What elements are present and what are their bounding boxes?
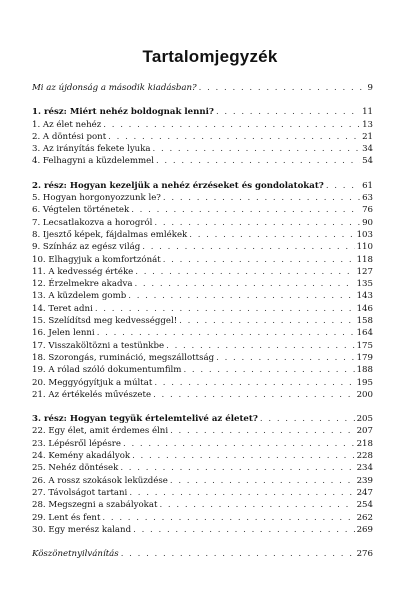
dot-leader (102, 512, 354, 524)
toc-entry (32, 290, 373, 302)
toc-entry-page: 179 (356, 352, 373, 363)
dot-leader (133, 524, 354, 536)
dot-leader (189, 229, 354, 241)
toc-entry-intro (32, 82, 373, 94)
toc-entry-page: 103 (356, 229, 373, 240)
toc-part-page: 11 (362, 107, 373, 118)
toc-entry-label: 22. Egy élet, amit érdemes élni (32, 426, 169, 437)
toc-entry-page: 54 (362, 156, 373, 167)
dot-leader (123, 438, 355, 450)
toc-entry-page: 90 (362, 217, 373, 228)
toc-entry (32, 364, 373, 376)
dot-leader (170, 425, 355, 437)
toc-part-label: 2. rész: Hogyan kezeljük a nehéz érzéseket és gondolatokat? (32, 180, 324, 191)
toc-entry-page: 135 (356, 279, 373, 290)
dot-leader (128, 290, 354, 302)
toc-part-heading (32, 106, 373, 118)
dot-leader (108, 131, 360, 143)
toc-part-page: 61 (362, 180, 373, 191)
toc-entry-label: 28. Megszegni a szabályokat (32, 500, 158, 511)
dot-leader (156, 155, 360, 167)
toc-entry-label: 13. A küzdelem gomb (32, 291, 127, 302)
toc-entry-page: 218 (356, 438, 373, 449)
toc-entry-page: 76 (362, 205, 373, 216)
toc-entry-page: 207 (356, 426, 373, 437)
toc-entry (32, 389, 373, 401)
section-gap (32, 94, 373, 106)
toc-part-heading (32, 413, 373, 425)
table-of-contents (32, 82, 373, 560)
toc-entry (32, 278, 373, 290)
toc-entry-page: 21 (362, 131, 373, 142)
dot-leader (103, 119, 360, 131)
toc-entry (32, 340, 373, 352)
toc-entry (32, 119, 373, 131)
dot-leader (166, 340, 354, 352)
toc-entry (32, 327, 373, 339)
toc-entry-page: 200 (356, 389, 373, 400)
toc-entry-label: 15. Szelídítsd meg kedvességgel! (32, 316, 178, 327)
toc-entry (32, 475, 373, 487)
toc-entry-label: 25. Nehéz döntések (32, 463, 119, 474)
toc-entry-page: 262 (356, 512, 373, 523)
toc-entry (32, 462, 373, 474)
dot-leader (216, 106, 360, 118)
toc-entry-label: 24. Kemény akadályok (32, 451, 131, 462)
toc-entry-page: 175 (356, 340, 373, 351)
dot-leader (183, 364, 354, 376)
dot-leader (159, 499, 354, 511)
dot-leader (216, 352, 354, 364)
toc-entry-page: 254 (356, 500, 373, 511)
toc-entry (32, 143, 373, 155)
dot-leader (132, 450, 355, 462)
toc-entry-label: 1. Az élet nehéz (32, 119, 102, 130)
toc-entry-page: 228 (356, 451, 373, 462)
toc-entry-label: 2. A döntési pont (32, 131, 107, 142)
dot-leader (153, 389, 355, 401)
dot-leader (120, 462, 354, 474)
toc-entry-page: 269 (356, 524, 373, 535)
dot-leader (326, 180, 360, 192)
toc-entry (32, 204, 373, 216)
toc-part-label: 3. rész: Hogyan tegyük értelemtelivé az életet? (32, 414, 258, 425)
toc-entry-label: 9. Színház az egész világ (32, 242, 141, 253)
toc-entry (32, 352, 373, 364)
toc-entry-label: 14. Teret adni (32, 303, 93, 314)
toc-entry (32, 217, 373, 229)
toc-entry-page: 63 (362, 193, 373, 204)
toc-entry-label: 3. Az irányítás fekete lyuka (32, 144, 151, 155)
toc-entry-page: 9 (367, 83, 373, 93)
toc-entry-label: 7. Lecsatlakozva a horogról (32, 217, 153, 228)
toc-entry (32, 487, 373, 499)
toc-entry-label: 20. Meggyógyítjuk a múltat (32, 377, 153, 388)
toc-entry-label: Mi az újdonság a második kiadásban? (32, 83, 197, 93)
dot-leader (199, 82, 366, 94)
dot-leader (134, 278, 354, 290)
toc-entry (32, 254, 373, 266)
toc-entry-page: 158 (356, 316, 373, 327)
toc-entry-label: 18. Szorongás, rumináció, megszállottság (32, 352, 215, 363)
toc-entry-page: 195 (356, 377, 373, 388)
toc-entry (32, 241, 373, 253)
toc-entry-page: 143 (356, 291, 373, 302)
dot-leader (154, 217, 360, 229)
page-title: Tartalomjegyzék (142, 47, 278, 66)
dot-leader (97, 327, 355, 339)
toc-entry-label: 30. Egy merész kaland (32, 524, 132, 535)
toc-entry-page: 234 (356, 463, 373, 474)
toc-entry-label: 21. Az értékelés művészete (32, 389, 152, 400)
dot-leader (135, 266, 354, 278)
toc-entry-page: 146 (356, 303, 373, 314)
toc-entry-label: 11. A kedvesség értéke (32, 266, 134, 277)
toc-entry-label: Köszönetnyilvánítás (32, 549, 119, 560)
toc-entry (32, 512, 373, 524)
toc-entry-page: 188 (356, 365, 373, 376)
dot-leader (129, 487, 354, 499)
toc-entry (32, 499, 373, 511)
dot-leader (153, 143, 361, 155)
section-gap (32, 401, 373, 413)
toc-entry (32, 131, 373, 143)
dot-leader (121, 548, 355, 560)
toc-entry (32, 155, 373, 167)
toc-entry-label: 26. A rossz szokások leküzdése (32, 475, 168, 486)
toc-entry (32, 524, 373, 536)
toc-entry-label: 23. Lépésről lépésre (32, 438, 121, 449)
toc-entry (32, 303, 373, 315)
dot-leader (131, 204, 360, 216)
dot-leader (142, 241, 354, 253)
toc-entry-page: 127 (356, 266, 373, 277)
toc-entry-label: 16. Jelen lenni (32, 328, 95, 339)
dot-leader (95, 303, 355, 315)
toc-entry-label: 19. A rólad szóló dokumentumfilm (32, 365, 182, 376)
dot-leader (170, 475, 355, 487)
toc-entry (32, 315, 373, 327)
toc-entry-label: 29. Lent és fent (32, 512, 101, 523)
toc-entry-page: 110 (356, 242, 373, 253)
toc-part-label: 1. rész: Miért nehéz boldognak lenni? (32, 107, 214, 118)
toc-entry-page: 247 (356, 487, 373, 498)
toc-entry-page: 276 (356, 549, 373, 560)
toc-entry (32, 229, 373, 241)
toc-entry-label: 10. Elhagyjuk a komfortzónát (32, 254, 161, 265)
section-gap (32, 168, 373, 180)
toc-entry (32, 266, 373, 278)
dot-leader (163, 192, 360, 204)
dot-leader (179, 315, 354, 327)
toc-entry (32, 450, 373, 462)
section-gap (32, 536, 373, 548)
toc-entry-page: 34 (362, 144, 373, 155)
toc-entry-label: 12. Érzelmekre akadva (32, 279, 133, 290)
toc-part-page: 205 (356, 414, 373, 425)
toc-entry-page: 118 (356, 254, 373, 265)
toc-entry-page: 239 (356, 475, 373, 486)
toc-entry-label: 6. Végtelen történetek (32, 205, 130, 216)
toc-entry-label: 8. Ijesztő képek, fájdalmas emlékek (32, 229, 188, 240)
toc-entry-label: 17. Visszaköltözni a testünkbe (32, 340, 165, 351)
toc-entry-page: 13 (362, 119, 373, 130)
toc-entry (32, 377, 373, 389)
dot-leader (154, 377, 354, 389)
toc-entry-label: 4. Felhagyni a küzdelemmel (32, 156, 154, 167)
dot-leader (163, 254, 355, 266)
toc-entry-label: 27. Távolságot tartani (32, 487, 128, 498)
toc-entry-label: 5. Hogyan horgonyozzunk le? (32, 193, 161, 204)
toc-part-heading (32, 180, 373, 192)
dot-leader (260, 413, 355, 425)
toc-entry-page: 164 (356, 328, 373, 339)
toc-entry (32, 192, 373, 204)
toc-entry (32, 425, 373, 437)
toc-entry (32, 438, 373, 450)
toc-entry-outro (32, 548, 373, 560)
